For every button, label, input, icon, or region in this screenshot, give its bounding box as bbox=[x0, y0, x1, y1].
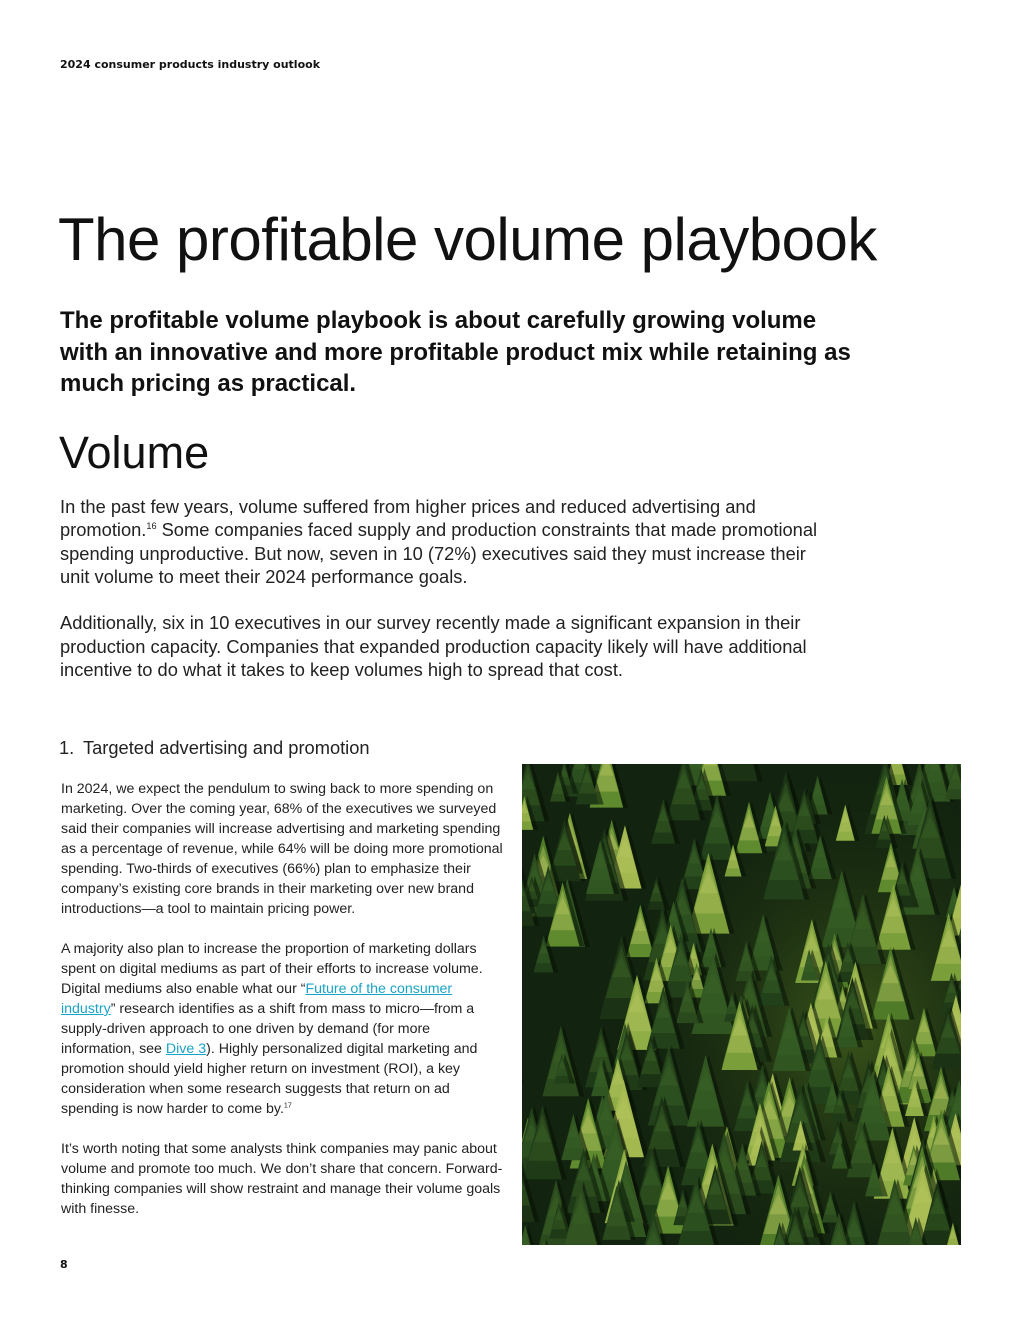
forest-illustration bbox=[522, 764, 961, 1245]
subsection-title: Targeted advertising and promotion bbox=[83, 737, 370, 758]
volume-paragraph-2: Additionally, six in 10 executives in our survey recently made a significant expansion in their production capacity. Companies that expanded production capacity likely will have additional incentive to do what it takes to keep volumes high to spread that cost. bbox=[60, 612, 807, 681]
body-paragraph-2-text-a: A majority also plan to increase the proportion of marketing dollars spent on digital mediums as part of their efforts to increase volume. Digital mediums also enable what our “ bbox=[61, 941, 483, 997]
volume-paragraph-1 bbox=[60, 495, 820, 588]
volume-paragraph-1-text-a: In the past few years, volume suffered from higher prices and reduced advertising and promotion. bbox=[60, 496, 756, 541]
tree-canopy bbox=[703, 764, 717, 766]
dive-3-link[interactable]: Dive 3 bbox=[165, 1041, 207, 1057]
footnote-ref-16: 16 bbox=[146, 521, 157, 532]
tree-canopy bbox=[573, 764, 586, 769]
volume-intro bbox=[60, 495, 820, 705]
subsection-number: 1. bbox=[59, 737, 75, 758]
body-paragraph-2 bbox=[61, 939, 506, 1119]
page-title: The profitable volume playbook bbox=[58, 206, 877, 273]
body-paragraph-2-text-c: ). Highly personalized digital marketing and promotion should yield higher return on investment (ROI), a key consideration when some research suggests that return on ad spending is now harder to come by. bbox=[61, 1041, 478, 1117]
footnote-ref-17: 17 bbox=[283, 1101, 292, 1110]
lede-paragraph: The profitable volume playbook is about carefully growing volume with an innovative and more profitable product mix while retaining as much pricing as practical. bbox=[60, 307, 851, 397]
running-header: 2024 consumer products industry outlook bbox=[60, 58, 321, 71]
future-of-consumer-industry-link[interactable]: Future of the consumer industry bbox=[61, 981, 453, 1017]
volume-paragraph-1-text-b: Some companies faced supply and production constraints that made promotional spending unproductive. But now, seven in 10 (72%) executives said they must increase their unit volume to meet their 2024 performance goals. bbox=[60, 519, 818, 587]
body-paragraph-1: In 2024, we expect the pendulum to swing back to more spending on marketing. Over the coming year, 68% of the executives we surveyed said their companies will increase advertising and marketing spending as a percentage of revenue, while 64% will be doing more promotional spending. Two-thirds of executives (66%) plan to emphasize their company’s existing core brands in their marketing over new brand introductions—a tool to maintain pricing power. bbox=[61, 781, 503, 917]
body-paragraph-2-text-b: ” research identifies as a shift from mass to micro—from a supply-driven approach to one driven by demand (for more information, see bbox=[61, 1001, 475, 1057]
subsection-body bbox=[61, 779, 506, 1239]
page-number: 8 bbox=[60, 1258, 68, 1271]
body-paragraph-3: It’s worth noting that some analysts think companies may panic about volume and promote too much. We don’t share that concern. Forward-thinking companies will show restraint and manage their volume goals with finesse. bbox=[61, 1141, 503, 1217]
forest-photo bbox=[522, 764, 961, 1245]
section-heading-volume: Volume bbox=[59, 427, 210, 478]
subsection-heading bbox=[59, 736, 370, 760]
